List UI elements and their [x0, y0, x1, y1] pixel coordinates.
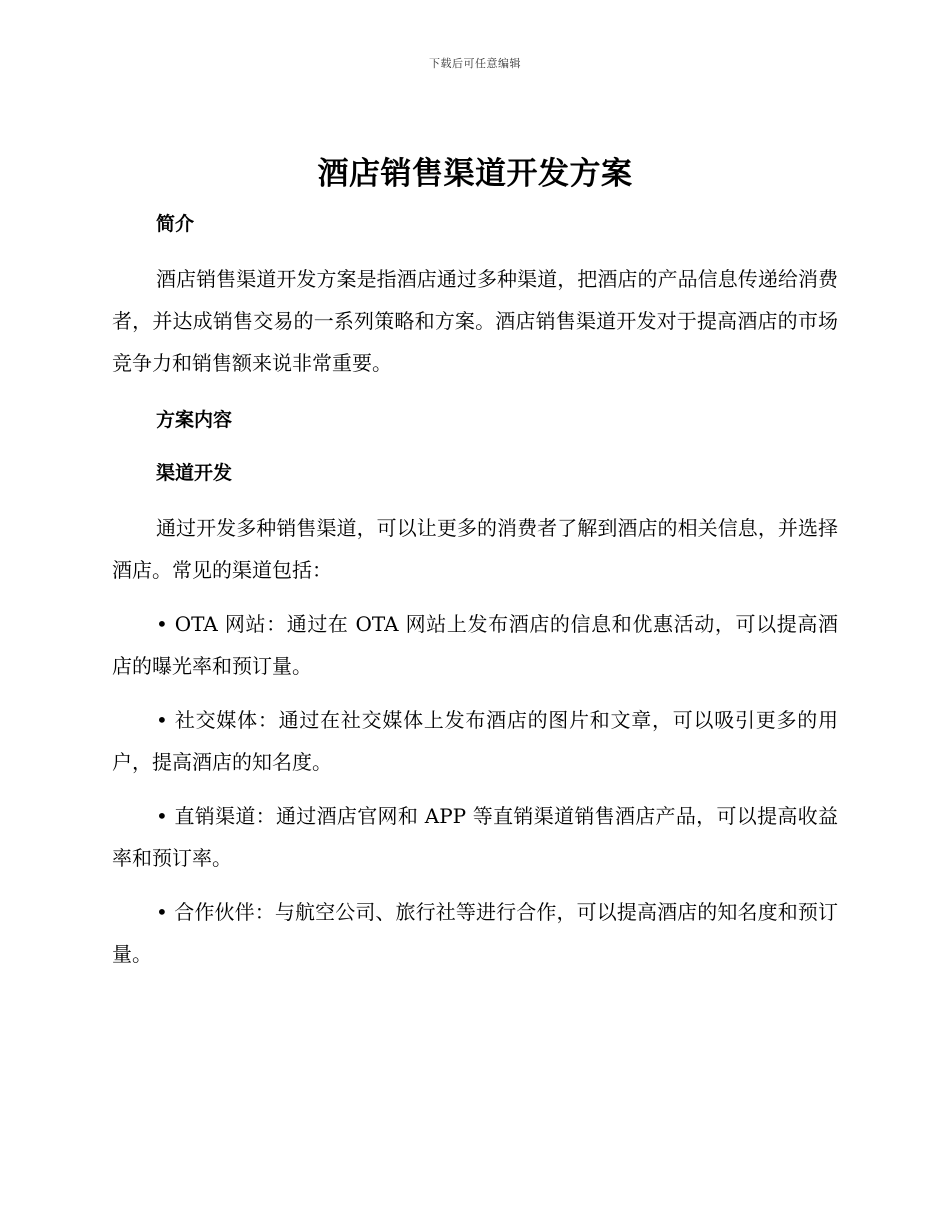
channel-list-item: • 社交媒体：通过在社交媒体上发布酒店的图片和文章，可以吸引更多的用户，提高酒店的知名度。	[112, 708, 838, 774]
channel-list-item: • 合作伙伴：与航空公司、旅行社等进行合作，可以提高酒店的知名度和预订量。	[112, 900, 838, 966]
document-title: 酒店销售渠道开发方案	[317, 156, 633, 192]
section-heading-plan: 方案内容	[156, 409, 233, 431]
document-body	[112, 148, 838, 975]
channel-dev-paragraph: 通过开发多种销售渠道，可以让更多的消费者了解到酒店的相关信息，并选择酒店。常见的渠道包括：	[112, 516, 838, 582]
channel-list-item: • 直销渠道：通过酒店官网和 APP 等直销渠道销售酒店产品，可以提高收益率和预订率。	[112, 804, 838, 870]
section-heading-channel-dev: 渠道开发	[156, 462, 233, 484]
section-heading-intro: 简介	[156, 213, 195, 235]
header-note: 下载后可任意编辑	[429, 57, 521, 70]
channel-list-item: • OTA 网站：通过在 OTA 网站上发布酒店的信息和优惠活动，可以提高酒店的曝光率和预订量。	[112, 612, 838, 678]
intro-paragraph: 酒店销售渠道开发方案是指酒店通过多种渠道，把酒店的产品信息传递给消费者，并达成销售交易的一系列策略和方案。酒店销售渠道开发对于提高酒店的市场竞争力和销售额来说非常重要。	[112, 267, 838, 375]
channel-list	[112, 603, 838, 975]
